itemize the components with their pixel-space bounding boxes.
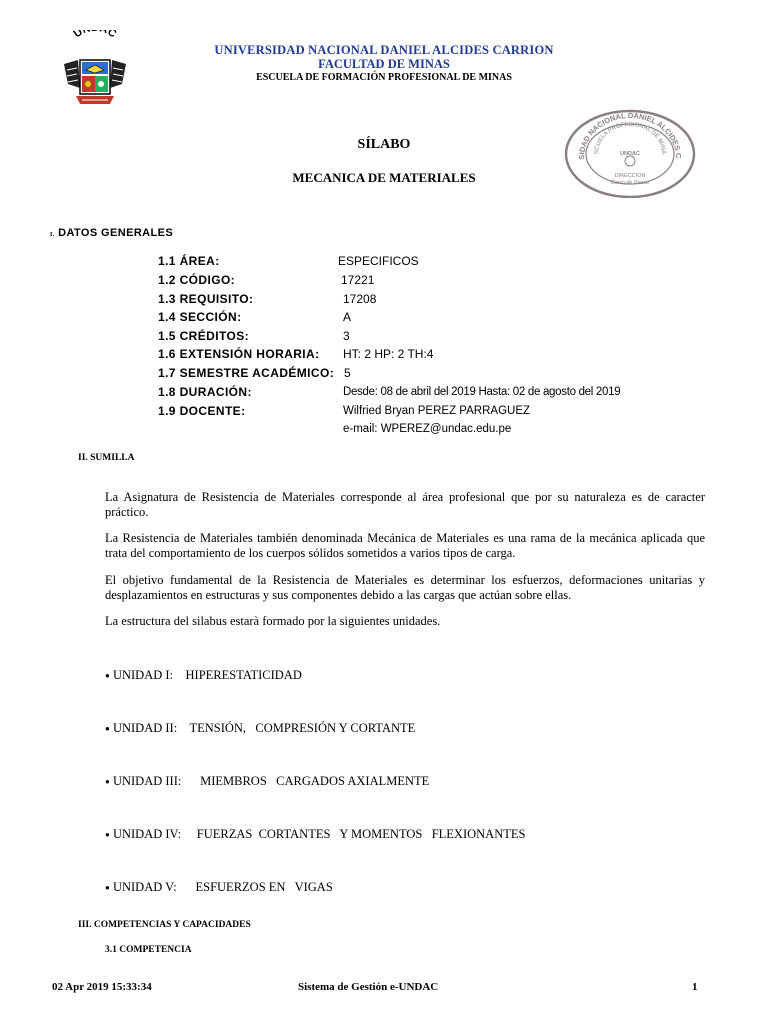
stamp-ring-text: SIDAD NACIONAL DANIEL ALCIDES C (576, 110, 684, 160)
bullet-icon: ● (105, 671, 110, 680)
dg-label: 1.3 REQUISITO: (158, 292, 254, 306)
svg-text:UNDAC (72, 30, 119, 40)
dg-value: A (343, 310, 352, 324)
dg-value: HT: 2 HP: 2 TH:4 (343, 347, 434, 361)
faculty-name: FACULTAD DE MINAS (318, 57, 450, 71)
footer-datetime: 02 Apr 2019 15:33:34 (52, 981, 152, 993)
dg-value: Desde: 08 de abril del 2019 Hasta: 02 de agosto del 2019 (343, 386, 621, 398)
dg-value: 17221 (341, 273, 375, 287)
section-sumilla-heading: II. SUMILLA (78, 453, 135, 463)
course-name: MECANICA DE MATERIALES (292, 170, 476, 185)
stamp-center-text: UNDAC (620, 151, 640, 157)
sumilla-paragraph: La Asignatura de Resistencia de Materiales corresponde al área profesional que por su naturaleza es de caracter práctico. (105, 490, 705, 519)
section-number: I. (50, 232, 55, 238)
section-competencias-heading: III. COMPETENCIAS Y CAPACIDADES (78, 920, 251, 930)
dg-value: 5 (344, 366, 351, 380)
bullet-icon: ● (105, 724, 110, 733)
sumilla-paragraph: La estructura del silabus estarà formado por la siguientes unidades. (105, 614, 441, 628)
unit-list-item: ● UNIDAD II: TENSIÓN, COMPRESIÓN Y CORTANTE (105, 721, 416, 735)
stamp-city: Cerro de Pasco (610, 180, 650, 186)
bullet-icon: ● (105, 777, 110, 786)
dg-label: 1.5 CRÉDITOS: (158, 329, 249, 343)
stamp-inner-text: SCUELA PROFESIONAL DE MINA (593, 121, 667, 155)
sumilla-paragraph: El objetivo fundamental de la Resistencia de Materiales es determinar los esfuerzos, deformaciones unitarias y desplazamientos en estructuras y sus componentes debido a las cargas que actúan sobre ellas. (105, 573, 705, 602)
dg-value: 17208 (343, 292, 377, 306)
dg-label: 1.9 DOCENTE: (158, 404, 246, 418)
dg-value: ESPECIFICOS (338, 254, 419, 268)
school-name: ESCUELA DE FORMACIÓN PROFESIONAL DE MINAS (256, 72, 512, 83)
section-title: DATOS GENERALES (58, 227, 174, 239)
unit-list-item: ● UNIDAD V: ESFUERZOS EN VIGAS (105, 880, 333, 894)
dg-label: 1.4 SECCIÓN: (158, 310, 242, 324)
dg-label: 1.1 ÁREA: (158, 254, 220, 268)
sumilla-paragraph: La Resistencia de Materiales también denominada Mecánica de Materiales es una rama de la mecánica aplicada que trata del comportamiento de los cuerpos sólidos sometidos a varios tipos de carga. (105, 531, 705, 560)
logo-text: U C (71, 30, 119, 41)
dg-label: 1.6 EXTENSIÓN HORARIA: (158, 347, 320, 361)
bullet-icon: ● (105, 883, 110, 892)
unit-list-item: ● UNIDAD IV: FUERZAS CORTANTES Y MOMENTOS FLEXIONANTES (105, 827, 526, 841)
bullet-icon: ● (105, 830, 110, 839)
section-datos-generales-heading (50, 227, 173, 239)
unit-list-item: ● UNIDAD III: MIEMBROS CARGADOS AXIALMENTE (105, 774, 430, 788)
university-name: UNIVERSIDAD NACIONAL DANIEL ALCIDES CARRION (214, 43, 554, 57)
dg-value: 3 (343, 329, 350, 343)
dg-label: 1.2 CÓDIGO: (158, 273, 236, 287)
footer-page-number: 1 (692, 981, 698, 993)
dg-label: 1.7 SEMESTRE ACADÉMICO: (158, 366, 335, 380)
unit-list-item: ● UNIDAD I: HIPERESTATICIDAD (105, 668, 302, 682)
dg-value: Wilfried Bryan PEREZ PARRAGUEZ (343, 405, 531, 417)
stamp-bottom-text: DIRECCION (614, 173, 646, 179)
dg-label: 1.8 DURACIÓN: (158, 385, 252, 399)
docente-email: e-mail: WPEREZ@undac.edu.pe (343, 423, 512, 435)
document-title: SÍLABO (357, 137, 411, 152)
subsection-competencia-heading: 3.1 COMPETENCIA (105, 945, 192, 955)
footer-system-name: Sistema de Gestión e-UNDAC (298, 981, 439, 993)
